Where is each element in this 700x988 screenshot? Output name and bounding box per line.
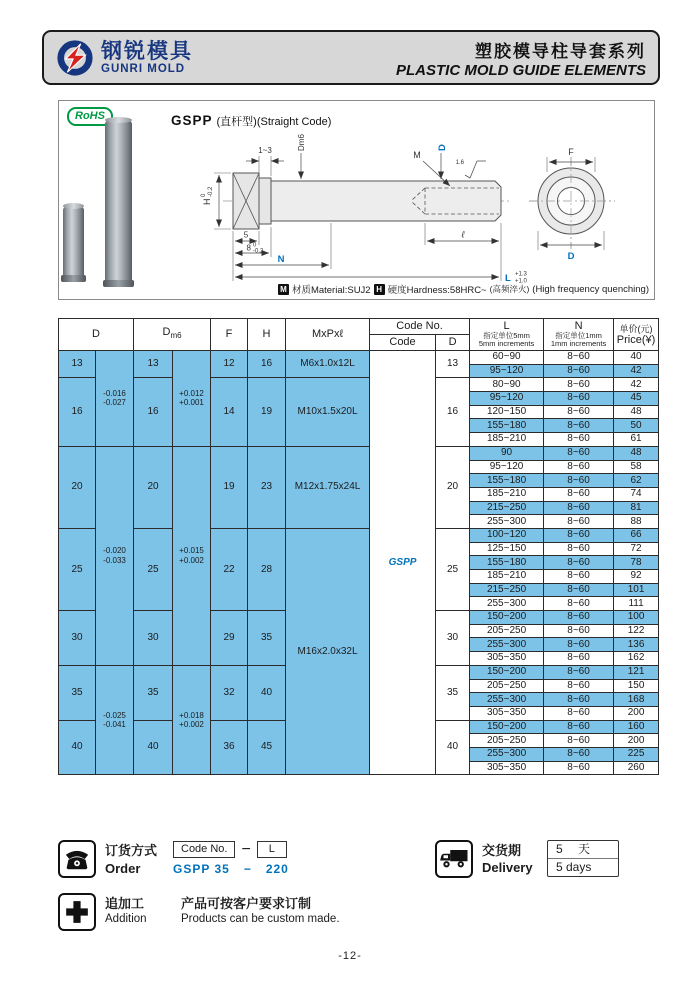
cell-l-range: 155~180	[470, 474, 544, 488]
dim-label-l: L	[505, 273, 511, 284]
page-number: -12-	[338, 950, 362, 962]
cell-price: 66	[614, 528, 659, 542]
cell-f: 12	[211, 351, 248, 378]
phone-icon	[58, 840, 96, 878]
cell-price: 48	[614, 446, 659, 460]
cell-d-tolerance: -0.025 -0.041	[96, 665, 134, 775]
cell-price: 81	[614, 501, 659, 515]
cell-code-d: 20	[436, 446, 470, 528]
rohs-badge: RoHS	[67, 107, 113, 126]
col-header-price: 单价(元) Price(¥)	[614, 319, 659, 351]
dim-label-8: 8	[246, 243, 251, 253]
cell-dm6-tolerance: +0.015 +0.002	[173, 446, 211, 665]
cell-l-range: 150~200	[470, 665, 544, 679]
cell-price: 121	[614, 665, 659, 679]
guide-pin-photo-small	[63, 205, 84, 281]
cell-n-range: 8~60	[544, 583, 614, 597]
col-header-code-d: D	[436, 335, 470, 351]
dim-label-d-shaft: D	[437, 144, 448, 151]
cell-f: 36	[211, 720, 248, 775]
cell-price: 61	[614, 433, 659, 447]
cell-l-range: 255~300	[470, 597, 544, 611]
cell-l-range: 185~210	[470, 433, 544, 447]
cell-h: 45	[248, 720, 286, 775]
order-codeno-box: Code No.	[173, 841, 235, 858]
cell-code-d: 40	[436, 720, 470, 775]
guide-pin-photo-tall	[105, 119, 132, 286]
dim-label-f: F	[568, 147, 574, 157]
addition-label-en: Addition	[105, 913, 147, 925]
cell-l-range: 205~250	[470, 734, 544, 748]
cell-price: 78	[614, 556, 659, 570]
cell-l-range: 305~350	[470, 652, 544, 666]
cell-h: 28	[248, 528, 286, 610]
cell-l-range: 255~300	[470, 638, 544, 652]
cell-dm6-tolerance: +0.012 +0.001	[173, 351, 211, 447]
cell-n-range: 8~60	[544, 679, 614, 693]
cell-n-range: 8~60	[544, 501, 614, 515]
delivery-days-cn: 5 天	[548, 841, 618, 859]
dim-label-h: H	[202, 198, 212, 205]
cell-d: 25	[59, 528, 96, 610]
cell-price: 162	[614, 652, 659, 666]
col-header-thread: MxPxℓ	[286, 319, 370, 351]
cell-l-range: 305~350	[470, 761, 544, 775]
series-title-en: PLASTIC MOLD GUIDE ELEMENTS	[395, 61, 646, 79]
cell-l-range: 95~120	[470, 364, 544, 378]
cell-h: 35	[248, 611, 286, 666]
delivery-time-box	[547, 840, 619, 877]
cell-l-range: 155~180	[470, 419, 544, 433]
cell-thread: M10x1.5x20L	[286, 378, 370, 446]
spec-table	[58, 318, 659, 775]
cell-price: 200	[614, 706, 659, 720]
delivery-block	[435, 840, 619, 878]
cell-price: 72	[614, 542, 659, 556]
product-type: (直杆型)(Straight Code)	[216, 116, 332, 128]
cell-price: 200	[614, 734, 659, 748]
table-row	[59, 351, 659, 365]
cell-f: 32	[211, 665, 248, 720]
dim-label-d-end: D	[567, 251, 575, 262]
cell-h: 16	[248, 351, 286, 378]
cell-price: 62	[614, 474, 659, 488]
cell-n-range: 8~60	[544, 665, 614, 679]
cell-price: 101	[614, 583, 659, 597]
cell-d: 40	[59, 720, 96, 775]
addition-text-cn: 产品可按客户要求订制	[181, 896, 312, 911]
cell-dm6-tolerance: +0.018 +0.002	[173, 665, 211, 775]
cell-l-range: 255~300	[470, 693, 544, 707]
cell-d: 35	[59, 665, 96, 720]
dimension-drawing	[59, 101, 656, 301]
cell-n-range: 8~60	[544, 706, 614, 720]
cell-n-range: 8~60	[544, 720, 614, 734]
hardness-text-en: (High frequency quenching)	[532, 283, 649, 295]
cell-f: 22	[211, 528, 248, 610]
cell-h: 23	[248, 446, 286, 528]
dim-l-tol-lower: +1.0	[515, 278, 527, 285]
dim-label-n: N	[277, 254, 285, 265]
cell-price: 225	[614, 747, 659, 761]
cell-thread: M12x1.75x24L	[286, 446, 370, 528]
cell-n-range: 8~60	[544, 624, 614, 638]
cell-price: 40	[614, 351, 659, 365]
cell-l-range: 185~210	[470, 487, 544, 501]
delivery-label-cn: 交货期	[482, 842, 522, 858]
cell-n-range: 8~60	[544, 433, 614, 447]
cell-code-d: 16	[436, 378, 470, 446]
addition-text-en: Products can be custom made.	[181, 913, 340, 925]
cell-n-range: 8~60	[544, 693, 614, 707]
cell-l-range: 205~250	[470, 679, 544, 693]
cell-l-range: 95~120	[470, 392, 544, 406]
dim-label-neck: 1~3	[258, 146, 272, 155]
delivery-days-en: 5 days	[556, 860, 592, 874]
cell-l-range: 205~250	[470, 624, 544, 638]
cell-dm6: 25	[134, 528, 173, 610]
cell-price: 122	[614, 624, 659, 638]
plus-icon	[58, 893, 96, 931]
cell-n-range: 8~60	[544, 734, 614, 748]
col-header-code-no: Code No.	[370, 319, 470, 335]
cell-thread: M16x2.0x32L	[286, 528, 370, 774]
delivery-label-en: Delivery	[482, 859, 533, 875]
dim-label-dm6: Dm6	[297, 134, 306, 151]
addition-label-cn: 追加工	[105, 896, 145, 911]
material-badge: M	[278, 284, 289, 295]
cell-f: 19	[211, 446, 248, 528]
technical-drawing-panel	[58, 100, 655, 300]
cell-d: 20	[59, 446, 96, 528]
cell-n-range: 8~60	[544, 747, 614, 761]
hardness-text-cn: (高频淬火)	[489, 284, 530, 294]
series-titles	[396, 37, 646, 79]
cell-n-range: 8~60	[544, 392, 614, 406]
cell-price: 88	[614, 515, 659, 529]
hardness-text: 硬度Hardness:58HRC~	[387, 285, 487, 296]
cell-n-range: 8~60	[544, 611, 614, 625]
cell-n-range: 8~60	[544, 761, 614, 775]
cell-l-range: 60~90	[470, 351, 544, 365]
cell-n-range: 8~60	[544, 652, 614, 666]
dim-h-tol-upper: 0	[201, 193, 207, 197]
dim-h-tol-lower: -0.2	[208, 186, 214, 197]
cell-n-range: 8~60	[544, 378, 614, 392]
order-label-cn: 订货方式	[105, 843, 158, 858]
cell-dm6: 35	[134, 665, 173, 720]
cell-h: 19	[248, 378, 286, 446]
cell-price: 136	[614, 638, 659, 652]
table-row	[59, 528, 659, 542]
dim-label-5: 5	[243, 230, 249, 240]
col-header-n: N 指定单位1mm 1mm increments	[544, 319, 614, 351]
dim-label-ell: ℓ	[461, 229, 465, 240]
cell-code-d: 13	[436, 351, 470, 378]
cell-n-range: 8~60	[544, 515, 614, 529]
cell-l-range: 150~200	[470, 611, 544, 625]
cell-l-range: 185~210	[470, 570, 544, 584]
cell-price: 92	[614, 570, 659, 584]
cell-l-range: 125~150	[470, 542, 544, 556]
cell-l-range: 150~200	[470, 720, 544, 734]
cell-price: 42	[614, 364, 659, 378]
cell-n-range: 8~60	[544, 419, 614, 433]
cell-price: 58	[614, 460, 659, 474]
order-block	[58, 840, 289, 878]
cell-price: 168	[614, 693, 659, 707]
cell-price: 50	[614, 419, 659, 433]
cell-price: 42	[614, 378, 659, 392]
cell-l-range: 120~150	[470, 405, 544, 419]
truck-icon	[435, 840, 473, 878]
col-header-dm6: $D_{m6}$	[134, 319, 211, 351]
cell-d: 16	[59, 378, 96, 446]
cell-l-range: 80~90	[470, 378, 544, 392]
material-note	[278, 282, 649, 296]
cell-price: 45	[614, 392, 659, 406]
dim-8-tol-lower: -0.2	[253, 248, 264, 255]
cell-price: 48	[614, 405, 659, 419]
cell-l-range: 155~180	[470, 556, 544, 570]
surface-finish-icon	[465, 161, 477, 178]
cell-code-d: 30	[436, 611, 470, 666]
cell-price: 111	[614, 597, 659, 611]
cell-price: 160	[614, 720, 659, 734]
cell-f: 29	[211, 611, 248, 666]
cell-code: GSPP	[370, 351, 436, 775]
spec-table-body	[59, 351, 659, 775]
cell-n-range: 8~60	[544, 570, 614, 584]
cell-h: 40	[248, 665, 286, 720]
cell-price: 150	[614, 679, 659, 693]
cell-n-range: 8~60	[544, 487, 614, 501]
col-header-h: H	[248, 319, 286, 351]
cell-d-tolerance: -0.020 -0.033	[96, 446, 134, 665]
cell-f: 14	[211, 378, 248, 446]
cell-dm6: 30	[134, 611, 173, 666]
col-header-l: L 指定单位5mm 5mm increments	[470, 319, 544, 351]
order-label-en: Order	[105, 861, 141, 876]
cell-thread: M6x1.0x12L	[286, 351, 370, 378]
cell-price: 260	[614, 761, 659, 775]
cell-n-range: 8~60	[544, 528, 614, 542]
hardness-badge: H	[374, 284, 385, 295]
logo-text-cn: 钢锐模具	[101, 39, 193, 63]
cell-n-range: 8~60	[544, 446, 614, 460]
cell-l-range: 215~250	[470, 501, 544, 515]
order-example: GSPP 35 − 220	[173, 861, 289, 876]
cell-dm6: 16	[134, 378, 173, 446]
logo-text-en: GUNRI MOLD	[101, 62, 186, 75]
cell-d-tolerance: -0.016 -0.027	[96, 351, 134, 447]
cell-n-range: 8~60	[544, 460, 614, 474]
cell-dm6: 20	[134, 446, 173, 528]
product-code: GSPP	[171, 113, 213, 128]
cell-price: 100	[614, 611, 659, 625]
order-length-box: L	[257, 841, 287, 858]
cell-dm6: 40	[134, 720, 173, 775]
dim-label-m: M	[413, 150, 421, 160]
cell-n-range: 8~60	[544, 542, 614, 556]
cell-l-range: 100~120	[470, 528, 544, 542]
cell-l-range: 215~250	[470, 583, 544, 597]
cell-n-range: 8~60	[544, 638, 614, 652]
cell-code-d: 25	[436, 528, 470, 610]
cell-n-range: 8~60	[544, 351, 614, 365]
product-label	[171, 113, 331, 129]
cell-l-range: 95~120	[470, 460, 544, 474]
cell-l-range: 305~350	[470, 706, 544, 720]
header-bar	[42, 30, 660, 85]
cell-n-range: 8~60	[544, 364, 614, 378]
dim-l-tol-upper: +1.3	[515, 271, 527, 278]
cell-n-range: 8~60	[544, 556, 614, 570]
cell-d: 30	[59, 611, 96, 666]
dim-label-finish: 1.6	[455, 160, 464, 166]
logo-mark-icon	[56, 39, 94, 77]
company-logo	[56, 39, 193, 77]
col-header-d: D	[59, 319, 134, 351]
cell-l-range: 90	[470, 446, 544, 460]
table-row	[59, 446, 659, 460]
cell-n-range: 8~60	[544, 597, 614, 611]
order-separator: −	[241, 840, 251, 858]
cell-d: 13	[59, 351, 96, 378]
table-row	[59, 378, 659, 392]
cell-dm6: 13	[134, 351, 173, 378]
cell-n-range: 8~60	[544, 405, 614, 419]
col-header-code: Code	[370, 335, 436, 351]
cell-l-range: 255~300	[470, 515, 544, 529]
cell-n-range: 8~60	[544, 474, 614, 488]
dim-8-tol-upper: 0	[253, 242, 257, 249]
cell-price: 74	[614, 487, 659, 501]
series-title-cn: 塑胶模导柱导套系列	[475, 41, 646, 61]
cell-l-range: 255~300	[470, 747, 544, 761]
addition-block	[58, 893, 340, 931]
material-text: 材质Material:SUJ2	[291, 285, 371, 296]
col-header-f: F	[211, 319, 248, 351]
cell-code-d: 35	[436, 665, 470, 720]
